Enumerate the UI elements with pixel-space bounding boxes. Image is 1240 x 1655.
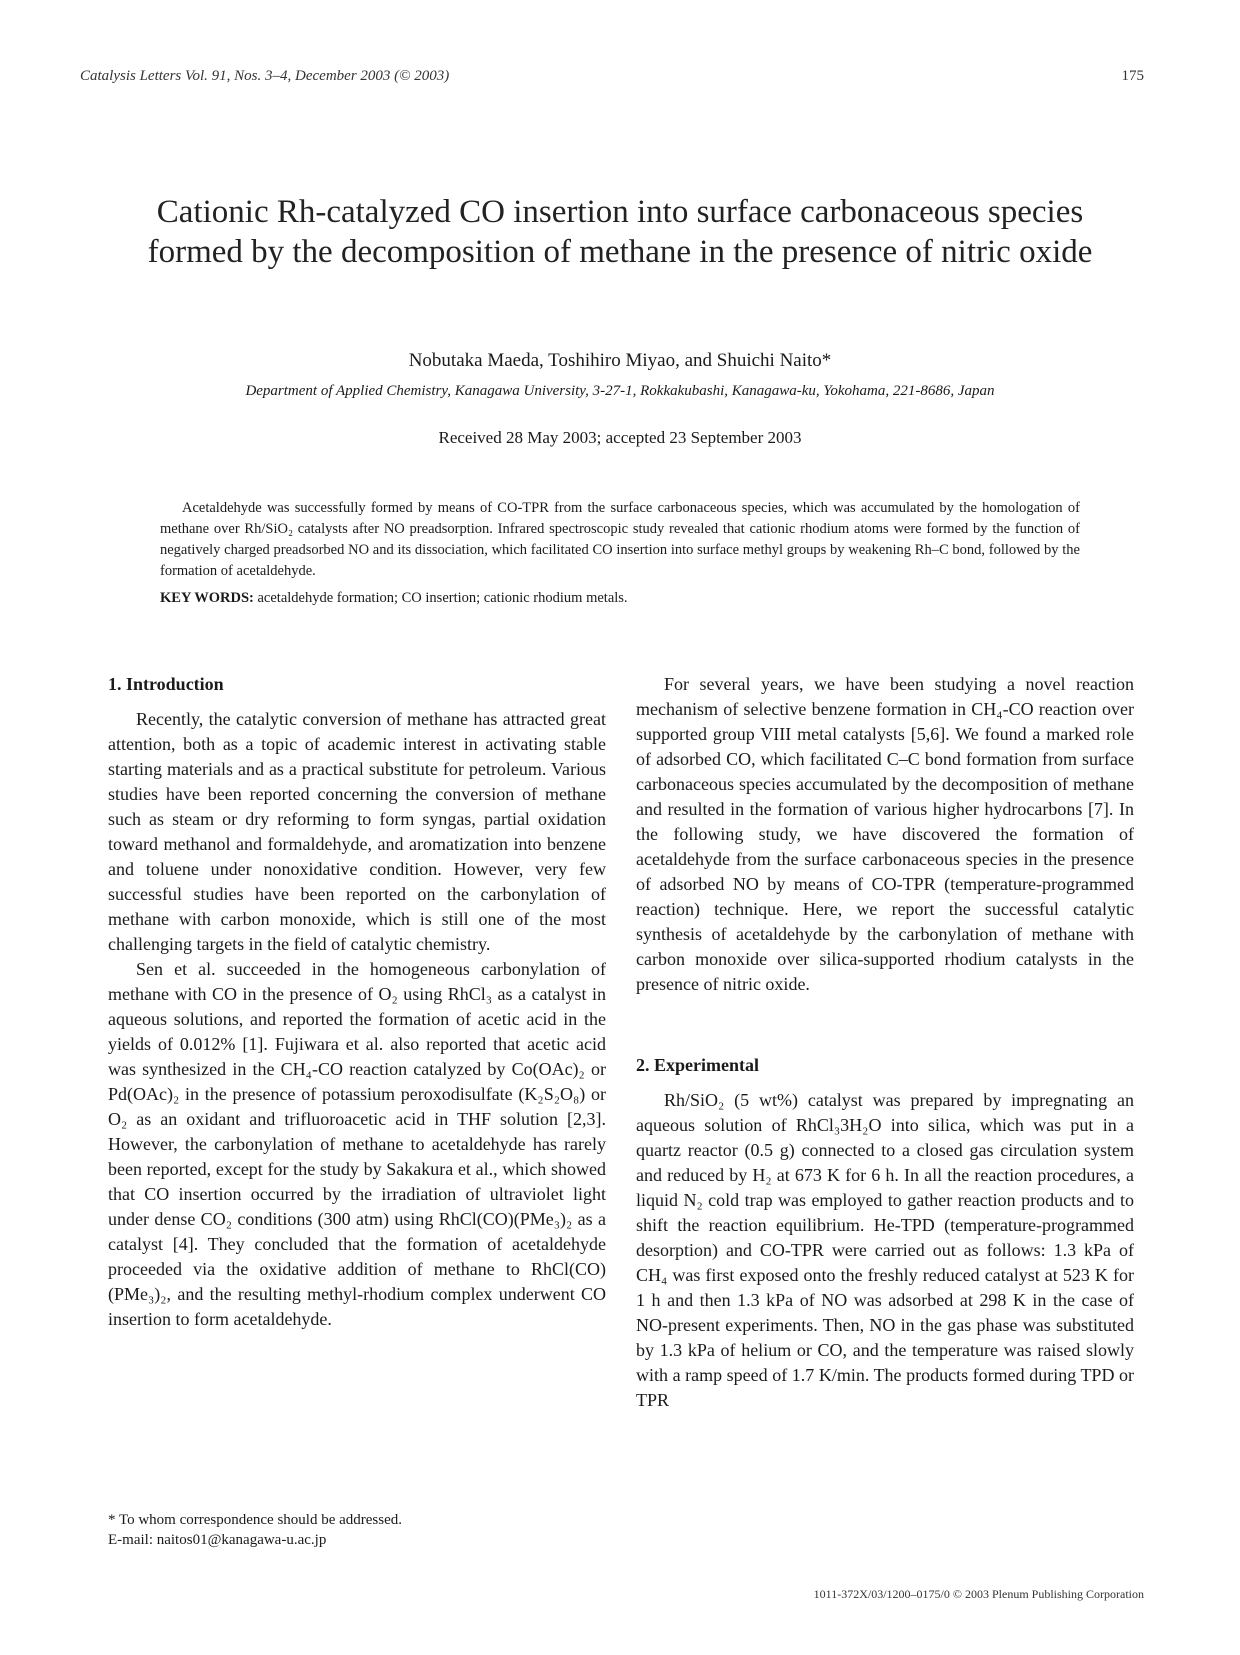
section-gap <box>636 997 1134 1053</box>
intro-paragraph-3: For several years, we have been studying a novel reaction mechanism of selective benzene formation in CH₄-CO reaction over supported group VIII metal catalysts [5,6]. We found a marked role of adsorbed CO, which facilitated C–C bond formation from surface carbonaceous species accumulated by the decomposition of methane and resulted in the formation of various higher hydrocarbons [7]. In the following study, we have discovered the formation of acetaldehyde from the surface carbonaceous species in the presence of adsorbed NO by means of CO-TPR (temperature-programmed reaction) technique. Here, we report the successful catalytic synthesis of acetaldehyde by the carbonylation of methane with carbon monoxide over silica-supported rhodium catalysts in the presence of nitric oxide. <box>636 674 1134 994</box>
footnote-line-1: * To whom correspondence should be addressed. <box>108 1512 403 1528</box>
article-title: Cationic Rh-catalyzed CO insertion into surface carbonaceous species formed by the decomposition of methane in the presence of nitric oxide <box>147 194 1093 270</box>
intro-paragraph-2: Sen et al. succeeded in the homogeneous carbonylation of methane with CO in the presence of O₂ using RhCl₃ as a catalyst in aqueous solutions, and reported the formation of acetic acid in the yields of 0.012% [1]. Fujiwara et al. also reported that acetic acid was synthesized in the CH₄-CO reaction catalyzed by Co(OAc)₂ or Pd(OAc)₂ in the presence of potassium peroxodisulfate (K₂S₂O₈) or O₂ as an oxidant and trifluoroacetic acid in THF solution [2,3]. However, the carbonylation of methane to acetaldehyde has rarely been reported, except for the study by Sakakura et al., which showed that CO insertion occurred by the irradiation of ultraviolet light under dense CO₂ conditions (300 atm) using RhCl(CO)(PMe₃)₂ as a catalyst [4]. They concluded that the formation of acetaldehyde proceeded via the oxidative addition of methane to RhCl(CO)(PMe₃)₂, and the resulting methyl-rhodium complex underwent CO insertion to form acetaldehyde. <box>108 959 606 1329</box>
page-number: 175 <box>1121 68 1144 84</box>
authors: Nobutaka Maeda, Toshihiro Miyao, and Shuichi Naito* <box>408 350 832 371</box>
intro-paragraph-1: Recently, the catalytic conversion of methane has attracted great attention, both as a topic of academic interest in activating stable starting materials and as a practical substitute for petroleum. Various studies have been reported concerning the conversion of methane such as steam or dry reforming to form syngas, partial oxidation toward methanol and formaldehyde, and aromatization into benzene and toluene under nonoxidative condition. However, very few successful studies have been reported on the carbonylation of methane with carbon monoxide, which is still one of the most challenging targets in the field of catalytic chemistry. <box>108 709 606 954</box>
experimental-paragraph-1: Rh/SiO₂ (5 wt%) catalyst was prepared by impregnating an aqueous solution of RhCl₃3H₂O into silica, which was put in a quartz reactor (0.5 g) connected to a closed gas circulation system and reduced by H₂ at 673 K for 6 h. In all the reaction procedures, a liquid N₂ cold trap was employed to gather reaction products and to shift the reaction equilibrium. He-TPD (temperature-programmed desorption) and CO-TPR were carried out as follows: 1.3 kPa of CH₄ was first exposed onto the freshly reduced catalyst at 523 K for 1 h and then 1.3 kPa of NO was adsorbed at 298 K in the case of NO-present experiments. Then, NO in the gas phase was substituted by 1.3 kPa of helium or CO, and the temperature was raised slowly with a ramp speed of 1.7 K/min. The products formed during TPD or TPR <box>636 1090 1134 1410</box>
section-heading-experimental: 2. Experimental <box>636 1055 759 1075</box>
copyright-footer: 1011-372X/03/1200–0175/0 © 2003 Plenum Publishing Corporation <box>813 1587 1144 1601</box>
affiliation: Department of Applied Chemistry, Kanagawa University, 3-27-1, Rokkakubashi, Kanagawa-ku, Yokohama, 221-8686, Japan <box>245 383 995 399</box>
section-heading-introduction: 1. Introduction <box>108 674 224 694</box>
abstract: Acetaldehyde was successfully formed by means of CO-TPR from the surface carbonaceous species, which was accumulated by the homologation of methane over Rh/SiO₂ catalysts after NO preadsorption. Infrared spectroscopic study revealed that cationic rhodium atoms were formed by the function of negatively charged preadsorbed NO and its dissociation, which facilitated CO insertion into surface methyl groups by weakening Rh–C bond, followed by the formation of acetaldehyde. <box>160 500 1080 579</box>
left-column <box>108 672 606 1332</box>
running-head: Catalysis Letters Vol. 91, Nos. 3–4, December 2003 (© 2003) <box>80 68 450 84</box>
keywords-text: acetaldehyde formation; CO insertion; cationic rhodium metals. <box>257 590 628 606</box>
keywords <box>160 590 1080 607</box>
right-column <box>636 672 1134 1413</box>
keywords-label: KEY WORDS: <box>160 590 254 606</box>
footnote-email: E-mail: naitos01@kanagawa-u.ac.jp <box>108 1532 327 1548</box>
received-dates: Received 28 May 2003; accepted 23 September 2003 <box>438 428 802 447</box>
correspondence-footnote <box>108 1510 578 1550</box>
